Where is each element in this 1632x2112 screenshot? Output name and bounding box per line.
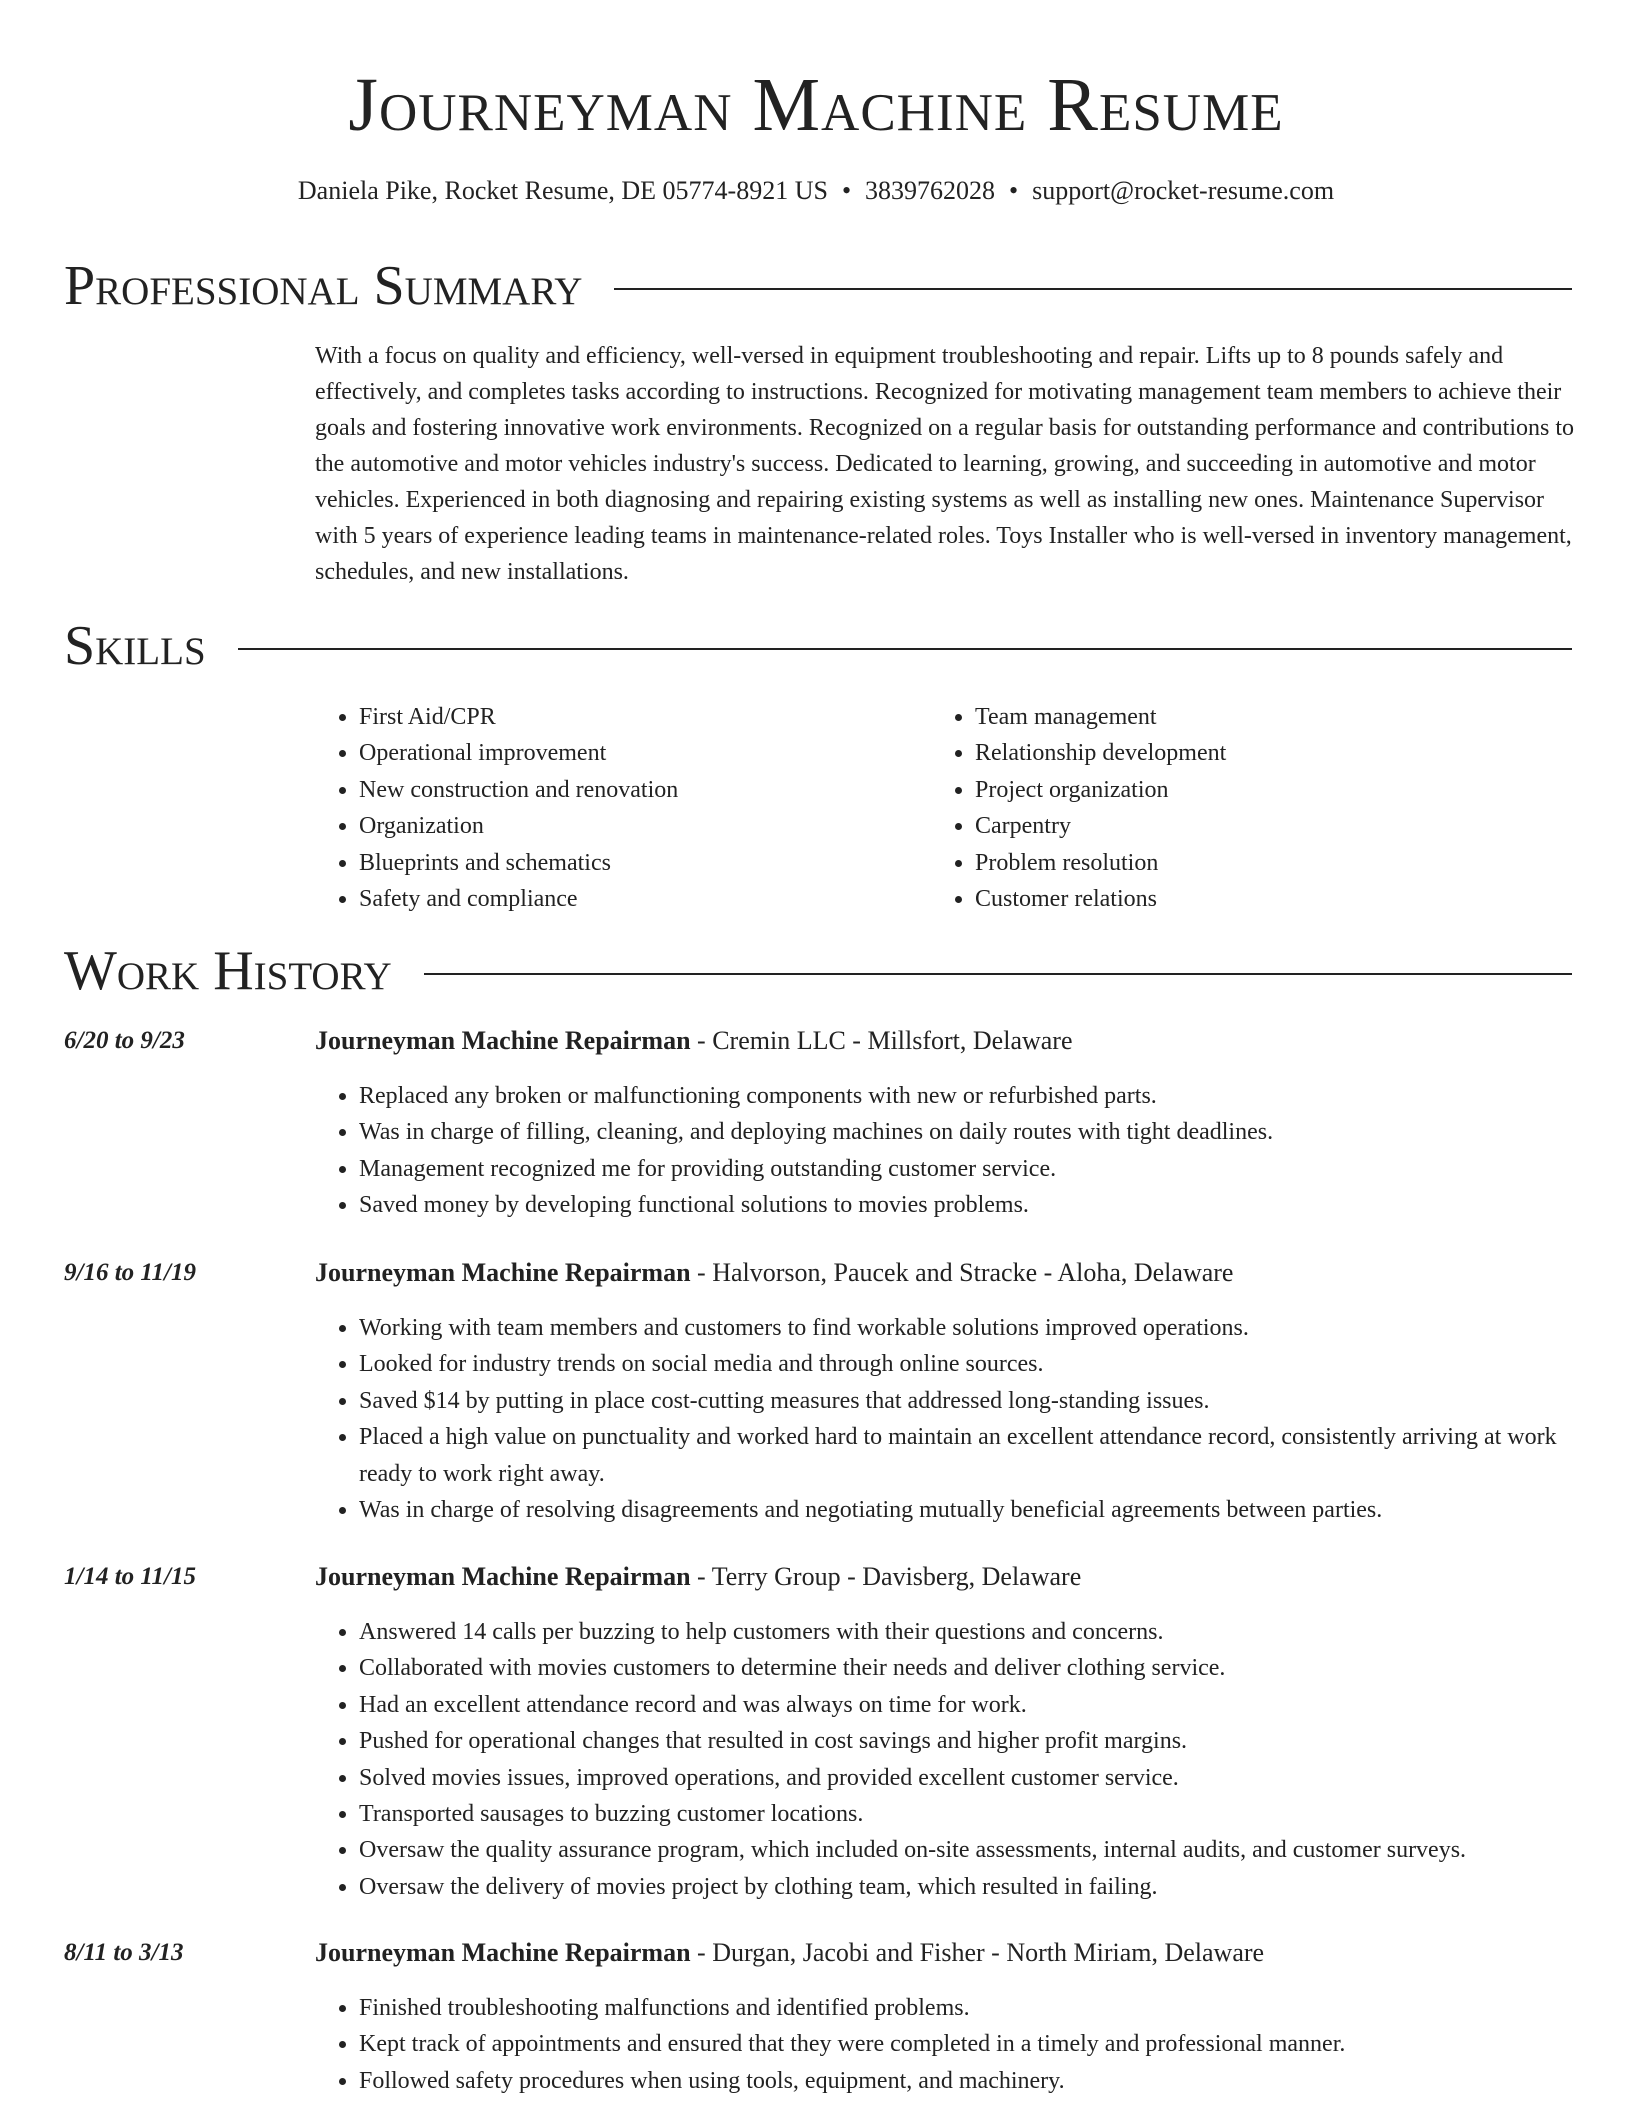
skill-item: • New construction and renovation bbox=[359, 772, 931, 808]
skill-item: • Project organization bbox=[975, 772, 1547, 808]
skill-item: • Safety and compliance bbox=[359, 881, 931, 917]
work-headline bbox=[315, 1256, 1580, 1290]
skill-item: • Blueprints and schematics bbox=[359, 845, 931, 881]
work-bullet: • Placed a high value on punctuality and worked hard to maintain an excellent attendance record, consistently arriving at work ready to work right away. bbox=[359, 1419, 1581, 1492]
work-bullet: • Kept track of appointments and ensured that they were completed in a timely and professional manner. bbox=[359, 2026, 1581, 2062]
work-headline bbox=[315, 1936, 1580, 1970]
work-bullet: • Was in charge of resolving disagreements and negotiating mutually beneficial agreements between parties. bbox=[359, 1492, 1581, 1528]
work-dates: 9/16 to 11/19 bbox=[64, 1259, 196, 1286]
work-bullet: • Replaced any broken or malfunctioning components with new or refurbished parts. bbox=[359, 1078, 1581, 1114]
section-heading-summary: Professional Summary bbox=[64, 255, 583, 317]
work-bullet: • Pushed for operational changes that resulted in cost savings and higher profit margins. bbox=[359, 1723, 1581, 1759]
skills-section-header bbox=[64, 614, 1572, 678]
work-bullet: • Management recognized me for providing outstanding customer service. bbox=[359, 1151, 1581, 1187]
skill-item: • Problem resolution bbox=[975, 845, 1547, 881]
resume-title: Journeyman Machine Resume bbox=[348, 63, 1284, 147]
work-bullets bbox=[315, 1078, 1581, 1224]
contact-separator: • bbox=[1009, 176, 1019, 205]
work-section-header bbox=[64, 939, 1572, 1003]
employer-location: - Durgan, Jacobi and Fisher - North Miriam, Delaware bbox=[690, 1938, 1265, 1967]
skill-item: • Team management bbox=[975, 699, 1547, 735]
job-title: Journeyman Machine Repairman bbox=[315, 1258, 691, 1287]
work-bullet: • Saved money by developing functional solutions to movies problems. bbox=[359, 1187, 1581, 1223]
job-title: Journeyman Machine Repairman bbox=[315, 1938, 691, 1967]
skill-item: • Relationship development bbox=[975, 735, 1547, 771]
work-dates: 6/20 to 9/23 bbox=[64, 1027, 185, 1054]
skill-item: • First Aid/CPR bbox=[359, 699, 931, 735]
work-bullet: • Collaborated with movies customers to determine their needs and deliver clothing service. bbox=[359, 1650, 1581, 1686]
work-bullet: • Had an excellent attendance record and was always on time for work. bbox=[359, 1687, 1581, 1723]
work-bullet: • Was in charge of filling, cleaning, and deploying machines on daily routes with tight deadlines. bbox=[359, 1114, 1581, 1150]
summary-section-header bbox=[64, 254, 1572, 318]
employer-location: - Terry Group - Davisberg, Delaware bbox=[690, 1562, 1082, 1591]
skills-list-right bbox=[931, 699, 1547, 917]
work-bullet: • Followed safety procedures when using tools, equipment, and machinery. bbox=[359, 2063, 1581, 2099]
section-heading-skills: Skills bbox=[64, 615, 206, 677]
work-bullet: • Oversaw the quality assurance program, which included on-site assessments, internal audits, and customer surveys. bbox=[359, 1832, 1581, 1868]
work-bullet: • Solved movies issues, improved operations, and provided excellent customer service. bbox=[359, 1760, 1581, 1796]
work-bullets bbox=[315, 1310, 1581, 1528]
contact-separator: • bbox=[841, 176, 852, 205]
section-heading-work: Work History bbox=[64, 940, 392, 1002]
work-dates: 8/11 to 3/13 bbox=[64, 1939, 184, 1966]
contact-email: support@rocket-resume.com bbox=[1032, 176, 1335, 205]
employer-location: - Halvorson, Paucek and Stracke - Aloha, Delaware bbox=[690, 1258, 1234, 1287]
work-bullet: • Saved $14 by putting in place cost-cutting measures that addressed long-standing issues. bbox=[359, 1383, 1581, 1419]
skill-item: • Carpentry bbox=[975, 808, 1547, 844]
work-bullets bbox=[315, 1990, 1581, 2099]
section-divider bbox=[238, 648, 1572, 650]
skill-item: • Organization bbox=[359, 808, 931, 844]
work-bullet: • Looked for industry trends on social media and through online sources. bbox=[359, 1346, 1581, 1382]
work-bullet: • Transported sausages to buzzing customer locations. bbox=[359, 1796, 1581, 1832]
employer-location: - Cremin LLC - Millsfort, Delaware bbox=[690, 1026, 1073, 1055]
work-headline bbox=[315, 1024, 1580, 1058]
skills-grid bbox=[315, 699, 1580, 917]
work-bullet: • Working with team members and customers to find workable solutions improved operations. bbox=[359, 1310, 1581, 1346]
summary-text: With a focus on quality and efficiency, well-versed in equipment troubleshooting and repair. Lifts up to 8 pounds safely and effectively, and completes tasks according to instructions. Recognized for motivating management team members to achieve their goals and fostering innovative work environments. Recognized on a regular basis for outstanding performance and contributions to the automotive and motor vehicles industry's success. Dedicated to learning, growing, and succeeding in automotive and motor vehicles. Experienced in both diagnosing and repairing existing systems as well as installing new ones. Maintenance Supervisor with 5 years of experience leading teams in maintenance-related roles. Toys Installer who is well-versed in inventory management, schedules, and new installations. bbox=[315, 343, 1575, 585]
contact-address: Daniela Pike, Rocket Resume, DE 05774-8921 US bbox=[297, 176, 828, 205]
skill-item: • Customer relations bbox=[975, 881, 1547, 917]
skills-list-left bbox=[315, 699, 931, 917]
section-divider bbox=[424, 973, 1572, 975]
work-bullets bbox=[315, 1614, 1581, 1905]
contact-phone: 3839762028 bbox=[865, 176, 996, 205]
work-bullet: • Oversaw the delivery of movies project by clothing team, which resulted in failing. bbox=[359, 1869, 1581, 1905]
skill-item: • Operational improvement bbox=[359, 735, 931, 771]
work-headline bbox=[315, 1560, 1580, 1594]
job-title: Journeyman Machine Repairman bbox=[315, 1562, 691, 1591]
contact-line bbox=[0, 174, 1632, 208]
section-divider bbox=[614, 288, 1572, 290]
work-dates: 1/14 to 11/15 bbox=[64, 1563, 196, 1590]
job-title: Journeyman Machine Repairman bbox=[315, 1026, 691, 1055]
work-bullet: • Finished troubleshooting malfunctions and identified problems. bbox=[359, 1990, 1581, 2026]
work-bullet: • Answered 14 calls per buzzing to help customers with their questions and concerns. bbox=[359, 1614, 1581, 1650]
